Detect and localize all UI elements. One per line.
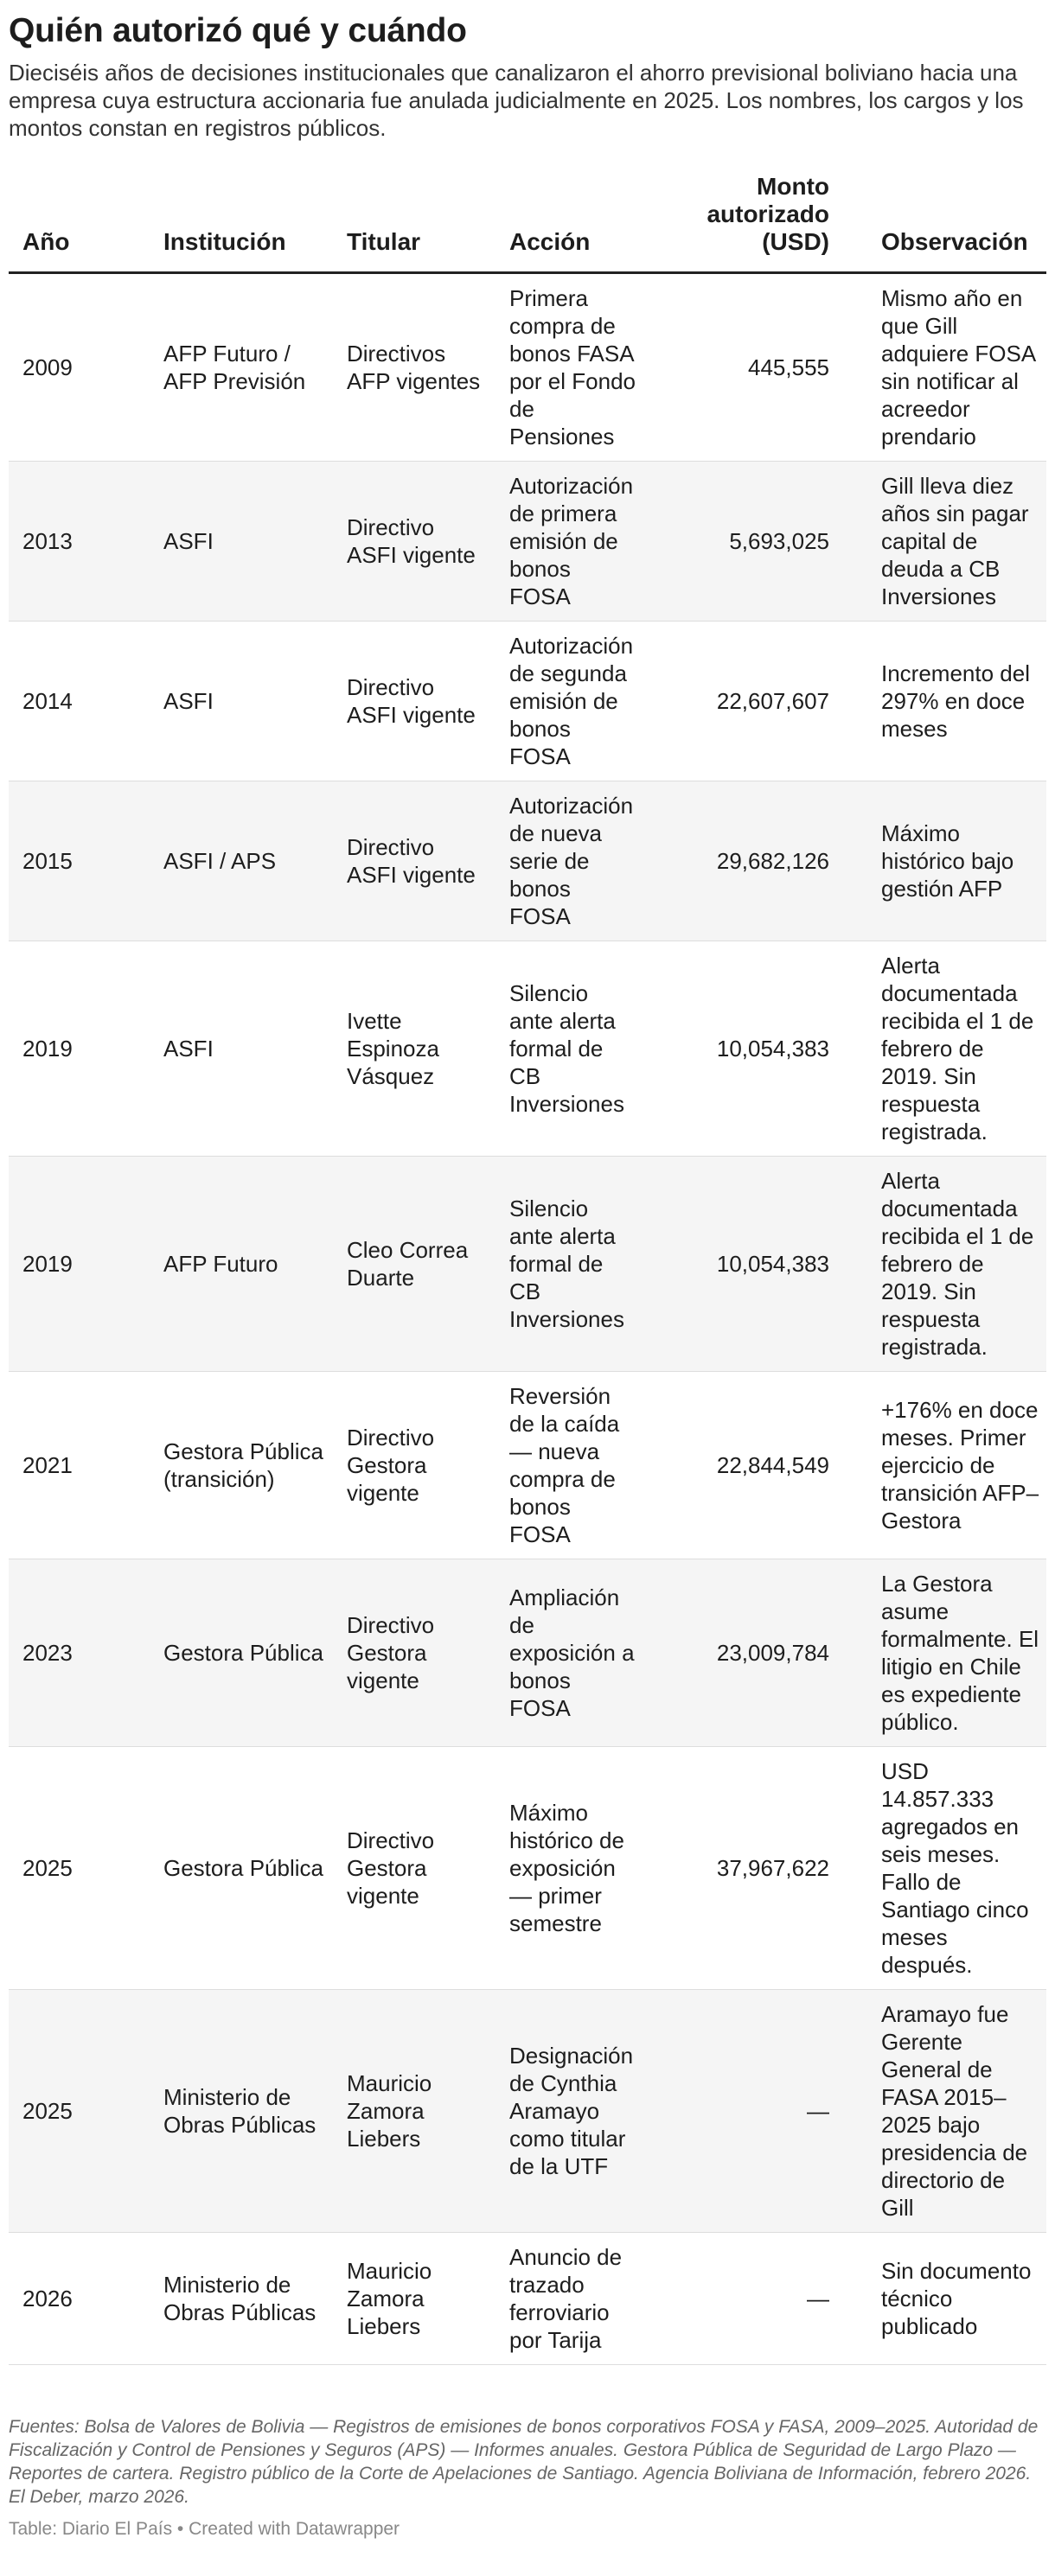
cell-holder: Directivo Gestora vigente <box>333 1747 496 1990</box>
cell-action: Autorización de nueva serie de bonos FOSA <box>496 781 643 941</box>
cell-holder: Directivos AFP vigentes <box>333 273 496 462</box>
cell-year: 2015 <box>9 781 150 941</box>
cell-year: 2023 <box>9 1559 150 1747</box>
cell-institution: ASFI <box>150 622 333 781</box>
credit-line: Table: Diario El País • Created with Datawrapper <box>9 2519 400 2539</box>
cell-holder: Directivo Gestora vigente <box>333 1559 496 1747</box>
cell-amount: 23,009,784 <box>643 1559 841 1747</box>
column-header-observation[interactable]: Observación <box>841 173 1046 273</box>
cell-institution: Ministerio de Obras Públicas <box>150 1990 333 2233</box>
page-title: Quién autorizó qué y cuándo <box>9 12 467 49</box>
cell-amount: — <box>643 2233 841 2365</box>
table-row <box>9 1559 1046 1747</box>
table-row <box>9 1747 1046 1990</box>
cell-amount: 22,844,549 <box>643 1372 841 1559</box>
cell-holder: Mauricio Zamora Liebers <box>333 2233 496 2365</box>
cell-amount: 22,607,607 <box>643 622 841 781</box>
cell-amount: 37,967,622 <box>643 1747 841 1990</box>
cell-observation: USD 14.857.333 agregados en seis meses. Fallo de Santiago cinco meses después. <box>841 1747 1046 1990</box>
cell-action: Designación de Cynthia Aramayo como titular de la UTF <box>496 1990 643 2233</box>
cell-observation: Máximo histórico bajo gestión AFP <box>841 781 1046 941</box>
cell-amount: 10,054,383 <box>643 1157 841 1372</box>
column-header-holder[interactable]: Titular <box>333 173 496 273</box>
cell-institution: ASFI / APS <box>150 781 333 941</box>
header-row <box>9 173 1046 273</box>
cell-holder: Mauricio Zamora Liebers <box>333 1990 496 2233</box>
cell-observation: Aramayo fue Gerente General de FASA 2015–2025 bajo presidencia de directorio de Gill <box>841 1990 1046 2233</box>
cell-holder: Directivo Gestora vigente <box>333 1372 496 1559</box>
cell-year: 2026 <box>9 2233 150 2365</box>
cell-action: Autorización de primera emisión de bonos FOSA <box>496 462 643 622</box>
table-row <box>9 1990 1046 2233</box>
cell-amount: 445,555 <box>643 273 841 462</box>
cell-observation: Sin documento técnico publicado <box>841 2233 1046 2365</box>
table-row <box>9 1157 1046 1372</box>
table-row <box>9 1372 1046 1559</box>
cell-holder: Directivo ASFI vigente <box>333 622 496 781</box>
table-row <box>9 462 1046 622</box>
cell-year: 2009 <box>9 273 150 462</box>
cell-observation: Incremento del 297% en doce meses <box>841 622 1046 781</box>
cell-amount: — <box>643 1990 841 2233</box>
cell-year: 2025 <box>9 1990 150 2233</box>
cell-action: Autorización de segunda emisión de bonos FOSA <box>496 622 643 781</box>
cell-year: 2014 <box>9 622 150 781</box>
table-row <box>9 273 1046 462</box>
cell-observation: La Gestora asume formalmente. El litigio en Chile es expediente público. <box>841 1559 1046 1747</box>
cell-institution: ASFI <box>150 462 333 622</box>
description: Dieciséis años de decisiones institucionales que canalizaron el ahorro previsional boliviano hacia una empresa cuya estructura accionaria fue anulada judicialmente en 2025. Los nombres, los cargos y los montos constan en registros públicos. <box>9 60 1024 141</box>
cell-action: Primera compra de bonos FASA por el Fondo de Pensiones <box>496 273 643 462</box>
cell-institution: Ministerio de Obras Públicas <box>150 2233 333 2365</box>
column-header-year[interactable]: Año <box>9 173 150 273</box>
cell-institution: Gestora Pública <box>150 1747 333 1990</box>
cell-observation: Alerta documentada recibida el 1 de febrero de 2019. Sin respuesta registrada. <box>841 941 1046 1157</box>
cell-observation: Mismo año en que Gill adquiere FOSA sin notificar al acreedor prendario <box>841 273 1046 462</box>
cell-amount: 10,054,383 <box>643 941 841 1157</box>
cell-observation: Alerta documentada recibida el 1 de febrero de 2019. Sin respuesta registrada. <box>841 1157 1046 1372</box>
cell-holder: Directivo ASFI vigente <box>333 462 496 622</box>
cell-institution: Gestora Pública <box>150 1559 333 1747</box>
cell-holder: Cleo Correa Duarte <box>333 1157 496 1372</box>
cell-action: Anuncio de trazado ferroviario por Tarija <box>496 2233 643 2365</box>
cell-action: Silencio ante alerta formal de CB Inversiones <box>496 1157 643 1372</box>
sources-note: Fuentes: Bolsa de Valores de Bolivia — Registros de emisiones de bonos corporativos FOSA y FASA, 2009–2025. Autoridad de Fiscalización y Control de Pensiones y Seguros (APS) — Informes anuales. Gestora Pública de Seguridad de Largo Plazo — Reportes de cartera. Registro público de la Corte de Apelaciones de Santiago. Agencia Boliviana de Información, febrero 2026. El Deber, marzo 2026. <box>9 2417 1039 2507</box>
cell-institution: AFP Futuro / AFP Previsión <box>150 273 333 462</box>
cell-action: Ampliación de exposición a bonos FOSA <box>496 1559 643 1747</box>
data-table <box>9 173 1046 2365</box>
cell-year: 2013 <box>9 462 150 622</box>
cell-year: 2021 <box>9 1372 150 1559</box>
cell-holder: Ivette Espinoza Vásquez <box>333 941 496 1157</box>
cell-observation: Gill lleva diez años sin pagar capital de deuda a CB Inversiones <box>841 462 1046 622</box>
cell-action: Silencio ante alerta formal de CB Inversiones <box>496 941 643 1157</box>
table-row <box>9 941 1046 1157</box>
cell-year: 2025 <box>9 1747 150 1990</box>
cell-amount: 5,693,025 <box>643 462 841 622</box>
cell-year: 2019 <box>9 941 150 1157</box>
column-header-institution[interactable]: Institución <box>150 173 333 273</box>
cell-institution: AFP Futuro <box>150 1157 333 1372</box>
cell-observation: +176% en doce meses. Primer ejercicio de transición AFP–Gestora <box>841 1372 1046 1559</box>
cell-institution: Gestora Pública (transición) <box>150 1372 333 1559</box>
column-header-action[interactable]: Acción <box>496 173 643 273</box>
table-row <box>9 622 1046 781</box>
cell-amount: 29,682,126 <box>643 781 841 941</box>
cell-action: Reversión de la caída — nueva compra de bonos FOSA <box>496 1372 643 1559</box>
cell-holder: Directivo ASFI vigente <box>333 781 496 941</box>
cell-institution: ASFI <box>150 941 333 1157</box>
table-row <box>9 781 1046 941</box>
table-row <box>9 2233 1046 2365</box>
cell-action: Máximo histórico de exposición — primer semestre <box>496 1747 643 1990</box>
cell-year: 2019 <box>9 1157 150 1372</box>
column-header-amount[interactable]: Monto autorizado (USD) <box>643 173 841 273</box>
